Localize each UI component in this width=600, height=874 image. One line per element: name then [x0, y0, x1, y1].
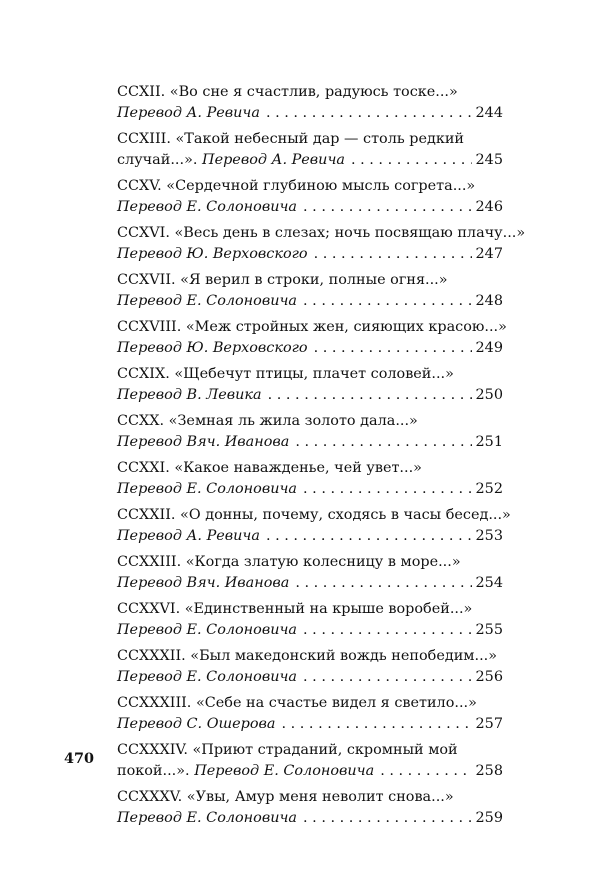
entry-title-continuation: покой...».: [117, 762, 195, 779]
entry-translator: Перевод С. Ошерова: [117, 715, 276, 732]
entry-page-number: 250: [475, 386, 503, 403]
entry-title: CCXXI. «Какое наважденье, чей увет...»: [117, 460, 422, 476]
entry-credit: [117, 714, 275, 735]
entry-translator-line: [117, 667, 503, 688]
entry-credit: [117, 761, 374, 782]
entry-page-number: 247: [475, 245, 503, 262]
entry-page-number: 257: [475, 715, 503, 732]
entry-page-number: 244: [475, 104, 503, 121]
dot-leader: [295, 573, 471, 594]
entry-translator: Перевод Ю. Верховского: [117, 339, 308, 356]
entry-translator: Перевод Е. Солоновича: [117, 480, 298, 497]
dot-leader: [314, 338, 472, 359]
entry-page-number: 248: [475, 292, 503, 309]
entry-translator-line: [117, 338, 503, 359]
entry-credit: [117, 385, 262, 406]
entry-title: CCXXXV. «Увы, Амур меня неволит снова...»: [117, 789, 454, 805]
entry-page-number: 249: [475, 339, 503, 356]
entry-credit: [117, 479, 297, 500]
entry-translator: Перевод А. Ревича: [117, 104, 260, 121]
entry-credit: [117, 432, 289, 453]
dot-leader: [303, 620, 472, 641]
entry-title-continuation: случай...».: [117, 151, 203, 168]
toc-entry: [117, 787, 503, 828]
toc-entry: [117, 317, 507, 358]
entry-translator-line: [117, 244, 503, 265]
toc-entry: [117, 411, 503, 452]
entry-translator: Перевод Вяч. Иванова: [117, 433, 290, 450]
entry-credit: [117, 338, 308, 359]
entry-translator-line: [117, 385, 503, 406]
entry-translator-line: [117, 808, 503, 829]
dot-leader: [281, 714, 471, 735]
entry-credit: [117, 244, 308, 265]
dot-leader: [380, 761, 471, 782]
entry-translator: Перевод Е. Солоновича: [117, 198, 298, 215]
entry-credit: [117, 620, 297, 641]
dot-leader: [303, 197, 472, 218]
toc-entry: [117, 270, 503, 311]
entry-title: CCXXVI. «Единственный на крыше воробей...»: [117, 601, 473, 617]
entry-translator: Перевод Вяч. Иванова: [117, 574, 290, 591]
toc-entry: [117, 693, 503, 734]
entry-translator-line: [117, 573, 503, 594]
entry-title: CCXXII. «О донны, почему, сходясь в часы бесед...»: [117, 507, 511, 523]
entry-translator-line: [117, 761, 503, 782]
entry-translator-line: [117, 479, 503, 500]
dot-leader: [266, 103, 472, 124]
toc-entry: [117, 176, 503, 217]
entry-page-number: 251: [475, 433, 503, 450]
entry-title: CCXX. «Земная ль жила золото дала...»: [117, 413, 418, 429]
entry-title: CCXVIII. «Меж стройных жен, сияющих красою...»: [117, 319, 507, 335]
toc-entry: [117, 552, 503, 593]
entry-page-number: 255: [475, 621, 503, 638]
entry-translator: Перевод Ю. Верховского: [117, 245, 308, 262]
toc-entry: [117, 505, 511, 546]
entry-page-number: 252: [475, 480, 503, 497]
toc-entry: [117, 740, 503, 781]
folio-page-number: 470: [64, 750, 95, 767]
entry-title: CCXXIII. «Когда златую колесницу в море...»: [117, 554, 461, 570]
entry-credit: [117, 808, 297, 829]
entry-credit: [117, 103, 260, 124]
dot-leader: [295, 432, 471, 453]
entry-page-number: 254: [475, 574, 503, 591]
entry-title: CCXIII. «Такой небесный дар — столь редкий: [117, 131, 465, 147]
entry-page-number: 246: [475, 198, 503, 215]
entry-translator-line: [117, 714, 503, 735]
entry-credit: [117, 291, 297, 312]
entry-translator: Перевод Е. Солоновича: [117, 292, 298, 309]
toc-entry: [117, 364, 503, 405]
entry-credit: [117, 526, 260, 547]
entry-translator: Перевод А. Ревича: [117, 527, 260, 544]
dot-leader: [303, 291, 472, 312]
entry-translator-line: [117, 432, 503, 453]
entry-page-number: 256: [475, 668, 503, 685]
entry-title: CCXXXIII. «Себе на счастье видел я светило...»: [117, 695, 477, 711]
toc-entry: [117, 223, 526, 264]
entry-title: CCXIX. «Щебечут птицы, плачет соловей...»: [117, 366, 454, 382]
dot-leader: [303, 667, 472, 688]
entry-translator-line: [117, 197, 503, 218]
entry-title: CCXII. «Во сне я счастлив, радуюсь тоске...»: [117, 84, 458, 100]
entry-translator: Перевод Е. Солоновича: [117, 809, 298, 826]
entry-translator-line: [117, 526, 503, 547]
entry-translator: Перевод В. Левика: [117, 386, 262, 403]
entry-translator-line: [117, 620, 503, 641]
dot-leader: [314, 244, 472, 265]
dot-leader: [351, 150, 472, 171]
dot-leader: [303, 808, 472, 829]
toc-entry: [117, 458, 503, 499]
entry-title: CCXXXII. «Был македонский вождь непобедим...»: [117, 648, 498, 664]
dot-leader: [268, 385, 472, 406]
entry-title: CCXVII. «Я верил в строки, полные огня...»: [117, 272, 448, 288]
entry-translator: Перевод А. Ревича: [202, 151, 345, 168]
entry-page-number: 258: [475, 762, 503, 779]
entry-translator: Перевод Е. Солоновича: [194, 762, 375, 779]
entry-translator-line: [117, 150, 503, 171]
entry-credit: [117, 197, 297, 218]
entry-page-number: 253: [475, 527, 503, 544]
entry-page-number: 245: [475, 151, 503, 168]
entry-page-number: 259: [475, 809, 503, 826]
entry-credit: [117, 667, 297, 688]
entry-title: CCXV. «Сердечной глубиною мысль согрета...»: [117, 178, 476, 194]
entry-title: CCXXXIV. «Приют страданий, скромный мой: [117, 742, 458, 758]
toc-entry: [117, 599, 503, 640]
entry-translator: Перевод Е. Солоновича: [117, 668, 298, 685]
dot-leader: [303, 479, 472, 500]
entry-title: CCXVI. «Весь день в слезах; ночь посвящаю плачу...»: [117, 225, 526, 241]
toc-entry: [117, 129, 503, 170]
toc-entry: [117, 646, 503, 687]
entry-translator: Перевод Е. Солоновича: [117, 621, 298, 638]
toc-entry: [117, 82, 503, 123]
table-of-contents: [117, 82, 526, 834]
entry-credit: [117, 573, 289, 594]
entry-credit: [117, 150, 345, 171]
entry-translator-line: [117, 291, 503, 312]
dot-leader: [266, 526, 472, 547]
entry-translator-line: [117, 103, 503, 124]
